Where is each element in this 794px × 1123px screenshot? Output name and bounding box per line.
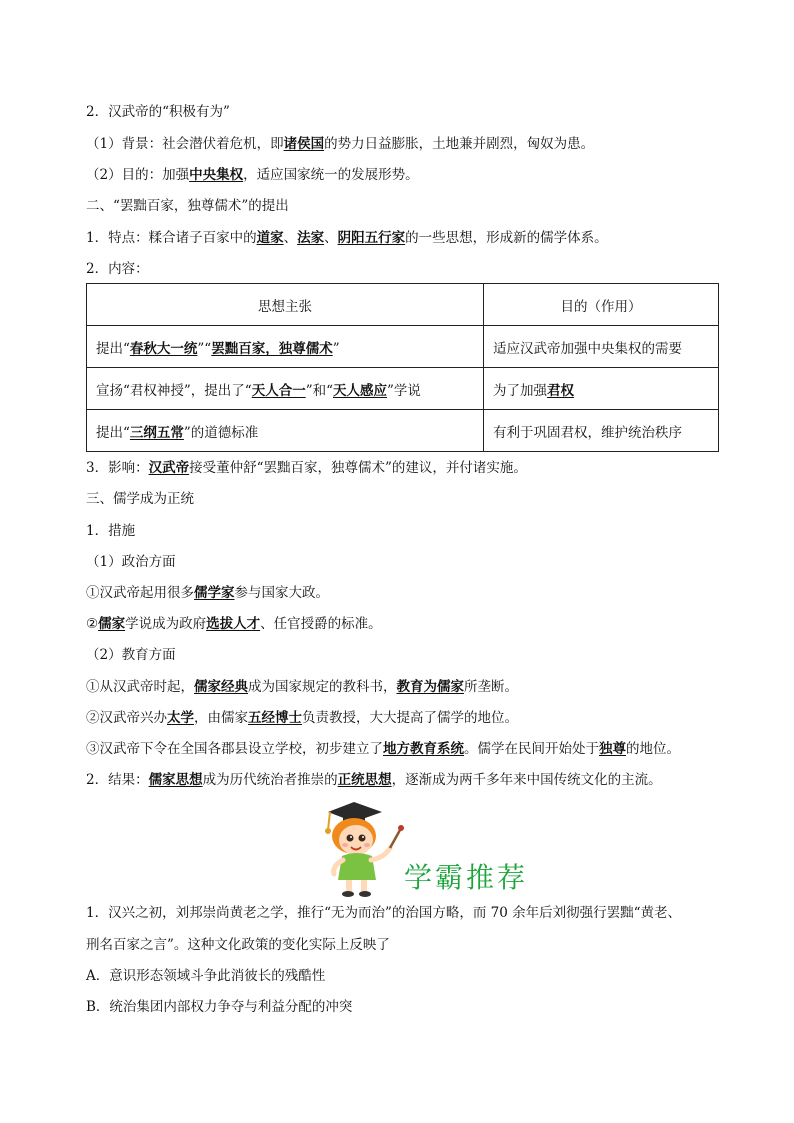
keyword: 法家 xyxy=(297,230,325,246)
text: ”和“ xyxy=(305,382,334,399)
table-row xyxy=(87,410,719,452)
sub-heading: （2）教育方面 xyxy=(86,647,176,663)
option-b: B．统治集团内部权力争夺与利益分配的冲突 xyxy=(86,999,353,1015)
keyword: 选拔人才 xyxy=(206,616,261,632)
text: （1）背景：社会潜伏着危机，即 xyxy=(86,136,284,152)
result-line xyxy=(86,771,662,789)
keyword: 春秋大一统 xyxy=(129,340,198,357)
keyword: 罢黜百家，独尊儒术 xyxy=(211,340,333,357)
section-heading: 2．汉武帝的“积极有为” xyxy=(86,104,230,120)
table-row xyxy=(87,368,719,410)
keyword: 五经博士 xyxy=(248,710,302,726)
text: 的一些思想，形成新的儒学体系。 xyxy=(405,230,608,246)
text: ” xyxy=(332,340,340,357)
keyword: 中央集权 xyxy=(189,167,244,183)
keyword: 太学 xyxy=(167,710,194,726)
feature-line xyxy=(86,229,608,247)
keyword: 君权 xyxy=(547,382,574,399)
text: 的势力日益膨胀，土地兼并剧烈，匈奴为患。 xyxy=(324,136,595,152)
keyword: 阴阳五行家 xyxy=(337,230,406,246)
text: ②汉武帝兴办 xyxy=(86,710,167,726)
text: ”的道德标准 xyxy=(183,424,259,441)
text: 2．结果： xyxy=(86,772,149,788)
table-cell xyxy=(87,326,484,368)
keyword: 儒家 xyxy=(98,616,126,632)
text: ①从汉武帝时起， xyxy=(86,679,194,695)
text: ”“ xyxy=(197,340,212,357)
keyword: 儒家思想 xyxy=(148,772,203,788)
option-a: A．意识形态领域斗争此消彼长的残酷性 xyxy=(86,968,326,984)
table-header: 目的（作用） xyxy=(484,284,719,326)
text: 3．影响： xyxy=(86,460,149,476)
text: ，逐渐成为两千多年来中国传统文化的主流。 xyxy=(391,772,662,788)
text: ② xyxy=(86,616,99,632)
sub-heading: （1）政治方面 xyxy=(86,554,176,570)
question-text: 1．汉兴之初，刘邦崇尚黄老之学，推行“无为而治”的治国方略，而 70 余年后刘彻强行罢黜“黄老、 xyxy=(86,905,682,921)
text: ”学说 xyxy=(387,382,421,399)
table-cell xyxy=(87,368,484,410)
text: 宣扬“君权神授”，提出了“ xyxy=(96,382,252,399)
content-table xyxy=(86,283,719,452)
part-heading: 二、“罢黜百家，独尊儒术”的提出 xyxy=(86,198,289,214)
keyword: 正统思想 xyxy=(337,772,392,788)
keyword: 地方教育系统 xyxy=(383,741,464,757)
text: 成为国家规定的教科书， xyxy=(248,679,397,695)
background-line xyxy=(86,135,594,153)
table-row xyxy=(87,326,719,368)
text: 、 xyxy=(324,230,338,246)
part-heading: 三、儒学成为正统 xyxy=(86,491,194,507)
keyword: 天人感应 xyxy=(333,382,388,399)
table-cell: 有利于巩固君权，维护统治秩序 xyxy=(484,410,719,452)
keyword: 儒家经典 xyxy=(194,679,248,695)
text: 。儒学在民间开始处于 xyxy=(464,741,599,757)
education-item xyxy=(86,740,680,758)
text: （2）目的：加强 xyxy=(86,167,190,183)
student-mascot-icon xyxy=(316,800,416,898)
table-header-row xyxy=(87,284,719,326)
sub-heading: 1．措施 xyxy=(86,523,136,539)
keyword: 诸侯国 xyxy=(283,136,325,152)
recommendation-banner: 学霸推荐 xyxy=(404,861,529,894)
text: ③汉武帝下令在全国各郡县设立学校，初步建立了 xyxy=(86,741,383,757)
text: 参与国家大政。 xyxy=(234,585,329,601)
text: ，由儒家 xyxy=(194,710,248,726)
text: 的地位。 xyxy=(626,741,680,757)
table-cell xyxy=(87,410,484,452)
keyword: 道家 xyxy=(256,230,284,246)
keyword: 天人合一 xyxy=(251,382,306,399)
politics-item xyxy=(86,584,329,602)
text: 为了加强 xyxy=(493,382,547,399)
table-header: 思想主张 xyxy=(87,284,484,326)
content-heading: 2．内容： xyxy=(86,261,149,277)
education-item xyxy=(86,709,518,727)
text: 、任官授爵的标准。 xyxy=(260,616,382,632)
text: 接受董仲舒“罢黜百家，独尊儒术”的建议，并付诸实施。 xyxy=(189,460,527,476)
text: 负责教授，大大提高了儒学的地位。 xyxy=(302,710,518,726)
keyword: 儒学家 xyxy=(194,585,235,601)
text: ，适应国家统一的发展形势。 xyxy=(243,167,419,183)
question-text: 刑名百家之言”。这种文化政策的变化实际上反映了 xyxy=(86,937,390,953)
table-cell: 适应汉武帝加强中央集权的需要 xyxy=(484,326,719,368)
aim-line xyxy=(86,166,419,184)
table-cell xyxy=(484,368,719,410)
influence-line xyxy=(86,459,527,477)
text: 提出“ xyxy=(96,424,130,441)
text: 1．特点：糅合诸子百家中的 xyxy=(86,230,257,246)
text: ①汉武帝起用很多 xyxy=(86,585,194,601)
education-item xyxy=(86,678,518,696)
text: 所垄断。 xyxy=(464,679,518,695)
text: 、 xyxy=(283,230,298,246)
text: 提出“ xyxy=(96,340,130,357)
keyword: 三纲五常 xyxy=(129,424,184,441)
text: 成为历代统治者推崇的 xyxy=(202,772,338,788)
politics-item xyxy=(86,615,382,633)
keyword: 教育为儒家 xyxy=(396,679,464,695)
keyword: 汉武帝 xyxy=(148,460,190,476)
keyword: 独尊 xyxy=(599,741,626,757)
text: 学说成为政府 xyxy=(125,616,207,632)
